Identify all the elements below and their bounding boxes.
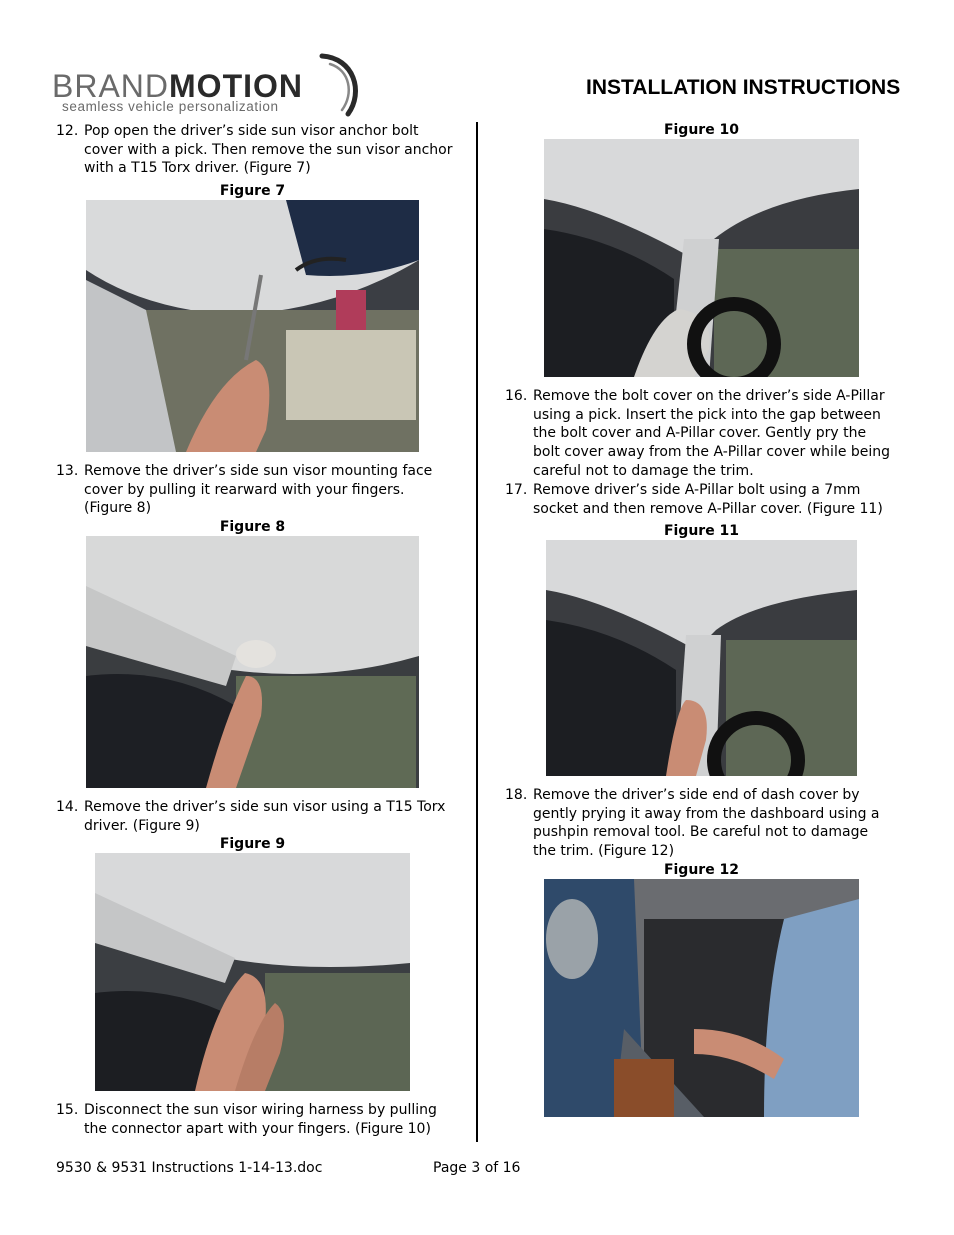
step-text: Remove driver’s side A-Pillar bolt using a 7mm socket and then remove A-Pillar cover. (Figure 11) xyxy=(533,482,883,517)
brandmotion-logo xyxy=(52,52,364,122)
figure-9-caption: Figure 9 xyxy=(219,836,286,852)
step-number: 13. xyxy=(56,463,79,479)
step-text: Disconnect the sun visor wiring harness by pulling the connector apart with your fingers. (Figure 10) xyxy=(84,1102,437,1137)
step-number: 15. xyxy=(56,1102,79,1118)
step-16 xyxy=(505,387,895,481)
step-number: 12. xyxy=(56,123,79,139)
step-17 xyxy=(505,481,895,521)
page-title: INSTALLATION INSTRUCTIONS xyxy=(586,76,901,99)
step-number: 16. xyxy=(505,388,528,404)
step-text: Remove the driver’s side end of dash cover by gently prying it away from the dashboard using a pushpin removal tool. Be careful not to damage the trim. (Figure 12) xyxy=(533,787,880,860)
figure-8-photo xyxy=(86,536,419,788)
figure-9-photo xyxy=(95,853,410,1091)
figure-7-photo xyxy=(86,200,419,452)
figure-12-photo xyxy=(544,879,859,1117)
step-text: Remove the bolt cover on the driver’s side A-Pillar using a pick. Insert the pick into the gap between the bolt cover and A-Pillar cover. Gently pry the bolt cover away from the A-Pillar cover while being careful not to damage the trim. xyxy=(533,388,891,479)
step-number: 17. xyxy=(505,482,528,498)
figure-11-photo xyxy=(546,540,857,776)
step-number: 18. xyxy=(505,787,528,803)
step-15 xyxy=(56,1101,456,1141)
figure-8-caption: Figure 8 xyxy=(219,519,286,535)
logo-wordmark: BRANDMOTION xyxy=(52,68,303,104)
figure-11-caption: Figure 11 xyxy=(663,523,740,539)
step-13 xyxy=(56,462,456,520)
logo-swoosh-icon xyxy=(312,52,364,122)
logo-tagline: seamless vehicle personalization xyxy=(62,99,279,114)
step-14 xyxy=(56,798,456,838)
step-12 xyxy=(56,122,456,180)
column-divider xyxy=(476,122,478,1142)
figure-12-caption: Figure 12 xyxy=(663,862,740,878)
step-text: Remove the driver’s side sun visor using a T15 Torx driver. (Figure 9) xyxy=(84,799,446,834)
footer-doc-name: 9530 & 9531 Instructions 1-14-13.doc xyxy=(56,1160,323,1176)
figure-10-caption: Figure 10 xyxy=(663,122,740,138)
footer-page-number: Page 3 of 16 xyxy=(433,1160,521,1176)
step-text: Pop open the driver’s side sun visor anchor bolt cover with a pick. Then remove the sun visor anchor with a T15 Torx driver. (Figure 7) xyxy=(84,123,453,177)
figure-7-caption: Figure 7 xyxy=(219,183,286,199)
step-18 xyxy=(505,786,895,862)
step-number: 14. xyxy=(56,799,79,815)
figure-10-photo xyxy=(544,139,859,377)
step-text: Remove the driver’s side sun visor mounting face cover by pulling it rearward with your fingers. (Figure 8) xyxy=(84,463,433,517)
